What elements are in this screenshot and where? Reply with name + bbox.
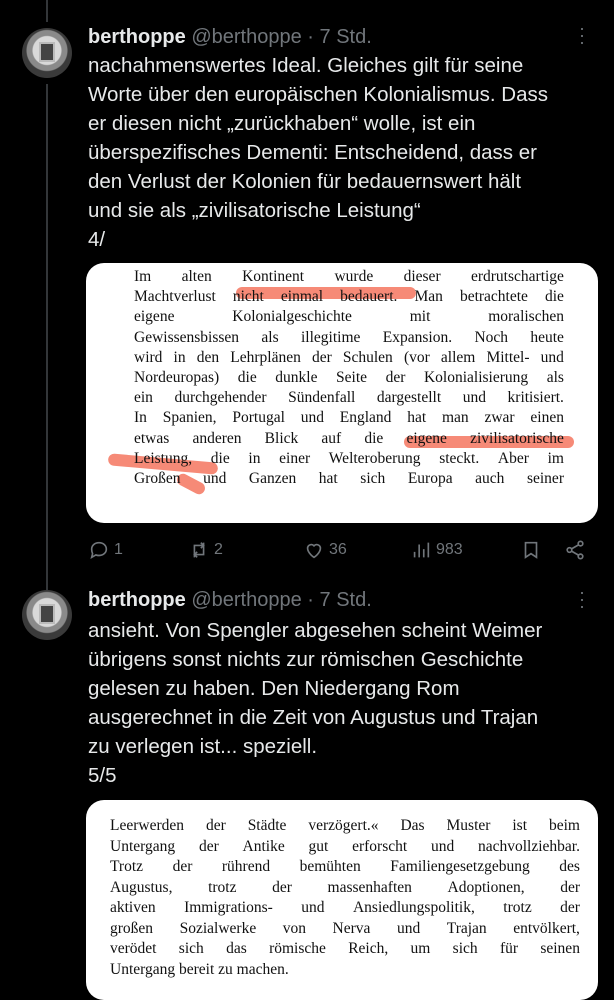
views-button[interactable]: [410, 537, 463, 563]
image-text-line: Gewissensbissen als illegitime Expansion. Noch heute: [134, 328, 564, 346]
image-text-line: eigene Kolonialgeschichte mit moralischen: [134, 308, 564, 326]
image-text-line: Augustus, trotz der massenhaften Adoptionen, der: [110, 878, 580, 896]
analytics-icon: [410, 539, 432, 561]
image-text-line: In Spanien, Portugal und England hat man zwar einen: [134, 409, 564, 427]
repost-button[interactable]: [188, 537, 223, 563]
tweet-header: [88, 24, 372, 50]
image-text-line: Untergang bereit zu machen.: [110, 960, 289, 978]
repost-count: 2: [214, 541, 223, 558]
reply-count: 1: [114, 541, 123, 558]
image-text-line: wird in den Lehrplänen der Schulen (vor allem Mittel- und: [134, 348, 564, 366]
image-text-line: Untergang der Antike gut erforscht und nachvollziehbar.: [110, 837, 580, 855]
image-text-line: großen Sozialwerke von Nerva und Trajan entvölkert,: [110, 919, 580, 937]
image-text-line: Trotz der rührend bemühten Familiengesetzgebung des: [110, 858, 580, 875]
tweet-header: [88, 587, 372, 613]
tweet-text-line: nachahmenswertes Ideal. Gleiches gilt für seine: [88, 54, 524, 77]
image-text-line: Leerwerden der Städte verzögert.« Das Muster ist beim: [110, 817, 580, 834]
tweet-image[interactable]: [86, 800, 598, 1000]
image-text-line: ein durchgehender Sündenfall dargestellt und kritisiert.: [134, 389, 564, 407]
image-text-line: Leistung, die in einer Welteroberung steckt. Aber im: [134, 449, 564, 467]
share-button[interactable]: [564, 537, 586, 563]
bookmark-button[interactable]: [520, 537, 542, 563]
author-name[interactable]: berthoppe: [88, 26, 186, 48]
tweet-text-line: Worte über den europäischen Kolonialismus. Dass: [88, 83, 548, 106]
tweet-text-line: ansieht. Von Spengler abgesehen scheint Weimer: [88, 619, 543, 642]
view-count: 983: [436, 541, 463, 558]
tweet-text-line: überspezifisches Dementi: Entscheidend, dass er: [88, 141, 537, 164]
bookmark-icon: [520, 539, 542, 561]
tweet-time[interactable]: · 7 Std.: [307, 26, 372, 48]
repost-icon: [188, 539, 210, 561]
image-text-line: Machtverlust nicht einmal bedauert. Man betrachtete die: [134, 288, 564, 306]
image-text-line: aktiven Immigrations- und Ansiedlungspolitik, trotz der: [110, 899, 580, 916]
tweet-2[interactable]: [0, 580, 614, 1000]
tweet-text: [88, 51, 608, 254]
more-options-icon[interactable]: ···: [573, 26, 593, 47]
heart-icon: [303, 539, 325, 561]
more-options-icon[interactable]: ···: [573, 590, 593, 611]
like-count: 36: [329, 541, 347, 558]
reply-button[interactable]: [88, 537, 123, 563]
tweet-time[interactable]: · 7 Std.: [307, 589, 372, 611]
tweet-text-line: den Verlust der Kolonien für bedauernswert hält: [88, 170, 522, 193]
share-icon: [564, 539, 586, 561]
image-text-line: Nordeuropas) die dunkle Seite der Kolonialisierung als: [134, 369, 564, 386]
tweet-text-line: ausgerechnet in die Zeit von Augustus und Trajan: [88, 706, 539, 729]
image-text-line: Großen und Ganzen hat sich Europa auch seiner: [134, 470, 564, 487]
avatar[interactable]: [22, 28, 72, 78]
image-text-line: Im alten Kontinent wurde dieser erdrutschartige: [134, 268, 564, 285]
tweet-text-line: er diesen nicht „zurückhaben“ wolle, ist ein: [88, 112, 476, 135]
image-text-line: etwas anderen Blick auf die eigene zivilisatorische: [134, 429, 564, 447]
tweet-text-line: zu verlegen ist... speziell.: [88, 735, 318, 758]
reply-icon: [88, 539, 110, 561]
like-button[interactable]: [303, 537, 347, 563]
tweet-image[interactable]: [86, 263, 598, 523]
author-name[interactable]: berthoppe: [88, 589, 186, 611]
tweet-text-line: 5/5: [88, 764, 117, 787]
tweet-text-line: gelesen zu haben. Den Niedergang Rom: [88, 677, 460, 700]
image-text-line: verödet sich das römische Reich, um sich für seinen: [110, 940, 580, 957]
tweet-text: [88, 616, 608, 790]
author-handle[interactable]: @berthoppe: [191, 589, 302, 611]
tweet-text-line: übrigens sonst nichts zur römischen Geschichte: [88, 648, 524, 671]
avatar[interactable]: [22, 590, 72, 640]
tweet-text-line: 4/: [88, 228, 106, 251]
author-handle[interactable]: @berthoppe: [191, 26, 302, 48]
tweet-actions: [88, 537, 608, 563]
tweet-text-line: und sie als „zivilisatorische Leistung“: [88, 199, 421, 222]
